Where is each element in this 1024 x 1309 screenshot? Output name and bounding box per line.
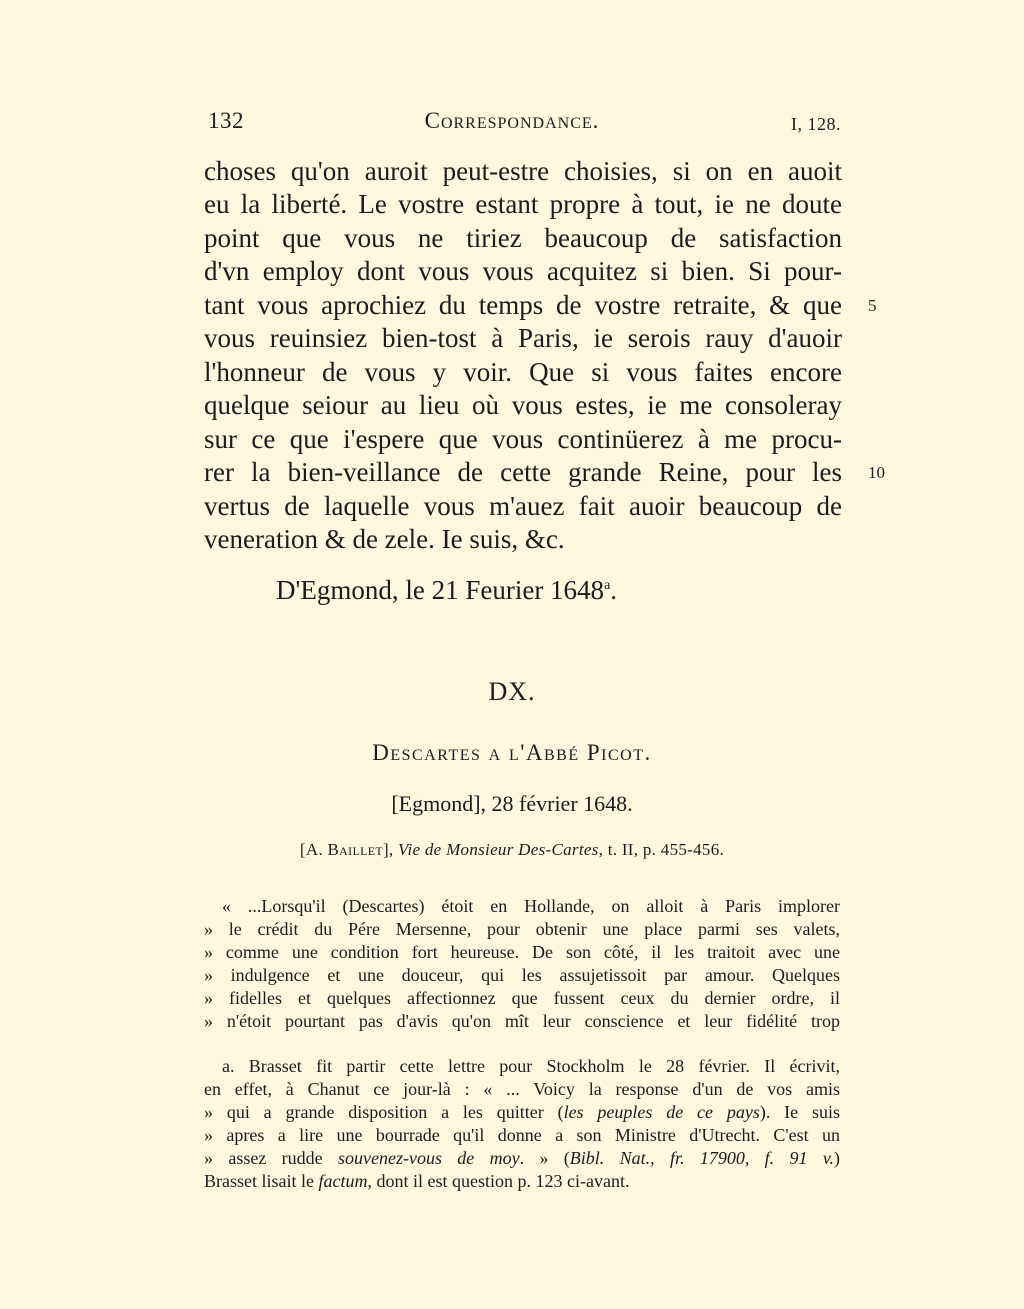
letter-line: eu la liberté. Le vostre estant propre à tout, ie ne doute [204,189,842,219]
quote-line: » comme une condition fort heureuse. De son côté, il les traitoit avec une [204,942,840,962]
dateline [276,575,617,606]
letter-line: vertus de laquelle vous m'auez fait auoir beaucoup de [204,491,842,521]
footnote-citation: Bibl. Nat., fr. 17900, f. 91 v. [569,1148,834,1168]
source-prefix: [A. [299,840,328,859]
letter-line: l'honneur de vous y voir. Que si vous faites encore [204,357,842,387]
letter-line: d'vn employ dont vous vous acquitez si bien. Si pour- [204,256,842,286]
footnote-text: ) [834,1148,840,1168]
letter-line: veneration & de zele. Ie suis, &c. [204,524,565,554]
running-title: Correspondance. [424,108,600,133]
letter-date: [Egmond], 28 février 1648. [391,791,633,816]
page-number: 132 [208,108,244,133]
footnote-line: » apres a lire une bourrade qu'il donne a son Ministre d'Utrecht. C'est un [204,1125,840,1145]
source-title: Vie de Monsieur Des-Cartes [398,840,599,859]
dateline-end: . [610,575,618,605]
quote-line: » fidelles et quelques affectionnez que fussent ceux du dernier ordre, il [204,988,840,1008]
quote-line: » n'étoit pourtant pas d'avis qu'on mît leur conscience et leur fidélité trop [204,1011,840,1031]
source-end: , t. II, p. 455-456. [598,840,725,859]
footnote-line: en effet, à Chanut ce jour-là : « ... Voicy la response d'un de vos amis [204,1079,840,1099]
footnote-italic: factum [318,1171,368,1191]
letter-line: vous reuinsiez bien-tost à Paris, ie serois rauy d'auoir [204,323,842,353]
letter-heading: Descartes a l'Abbé Picot. [372,740,652,765]
dateline-text: D'Egmond, le 21 Feurier 1648 [276,575,605,605]
footnote-line [204,1147,840,1170]
letter-line: point que vous ne tiriez beaucoup de satisfaction [204,223,842,253]
line-number: 5 [868,296,877,315]
footnote-line: a. Brasset fit partir cette lettre pour Stockholm le 28 février. Il écrivit, [222,1056,840,1076]
footnote-line [204,1170,840,1193]
source-mid: ], [382,840,399,859]
letter-number: DX. [488,677,536,706]
letter-line: quelque seiour au lieu où vous estes, ie me consoleray [204,390,842,420]
letter-line: rer la bien-veillance de cette grande Reine, pour les [204,457,842,487]
line-number: 10 [868,463,885,482]
footnote-italic: les peuples de ce pays [563,1102,760,1122]
footnote-line [204,1101,840,1124]
footnote-text: , dont il est question p. 123 ci-avant. [367,1171,630,1191]
footnote-text: » assez rudde [204,1148,338,1168]
letter-source [0,840,1024,860]
source-author: Baillet [327,840,383,859]
footnote-text: . » ( [519,1148,570,1168]
quote-line: « ...Lorsqu'il (Descartes) étoit en Hollande, on alloit à Paris implorer [222,896,840,916]
footnote-text: ). Ie suis [759,1102,840,1122]
footnote-text: Brasset lisait le [204,1171,319,1191]
quote-line: » le crédit du Pére Mersenne, pour obtenir une place parmi ses valets, [204,919,840,939]
letter-line: tant vous aprochiez du temps de vostre retraite, & que [204,290,842,320]
letter-line: choses qu'on auroit peut-estre choisies, si on en auoit [204,156,842,186]
quote-line: » indulgence et une douceur, qui les assujetissoit par amour. Quelques [204,965,840,985]
footnote-mark: a [604,578,611,593]
footnote-italic: souvenez-vous de moy [337,1148,520,1168]
page-reference: I, 128. [791,114,841,134]
footnote-text: » qui a grande disposition a les quitter ( [204,1102,564,1122]
letter-line: sur ce que i'espere que vous continüerez à me procu- [204,424,842,454]
